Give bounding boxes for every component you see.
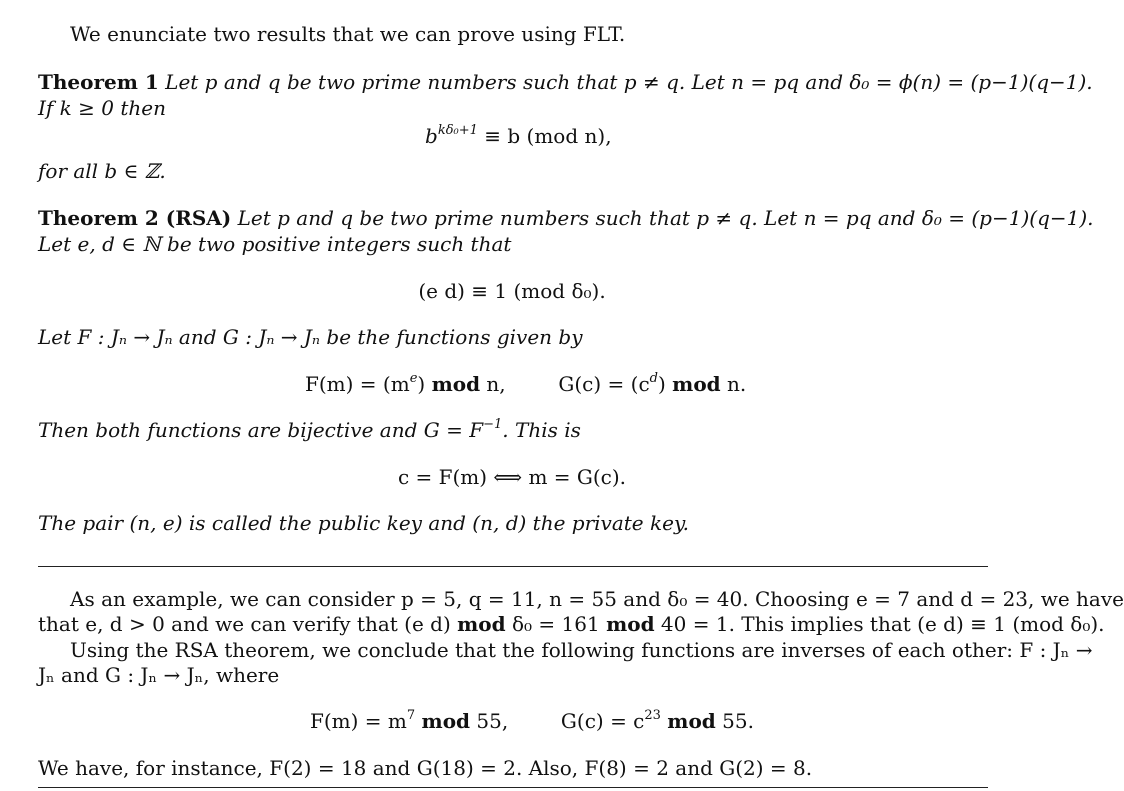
theorem2-line2: Let e, d ∈ ℕ be two positive integers such that (38, 232, 512, 256)
theorem2-functions-intro: Let F : Jₙ → Jₙ and G : Jₙ → Jₙ be the functions given by (38, 325, 583, 349)
intro-sentence: We enunciate two results that we can prove using FLT. (70, 22, 626, 46)
theorem2-equivalence: c = F(m) ⟺ m = G(c). (397, 465, 627, 489)
example-final: We have, for instance, F(2) = 18 and G(18) = 2. Also, F(8) = 2 and G(2) = 8. (38, 756, 813, 780)
theorem1-line1 (38, 69, 1093, 95)
theorem1-statement: Let p and q be two prime numbers such that p ≠ q. Let n = pq and δ₀ = ϕ(n) = (p−1)(q−1). (165, 70, 1093, 94)
example-function-defs: $F(m) = m^7$ mod 55, $G(c) = c^{23}$ mod 55. (310, 708, 754, 733)
divider-bottom (38, 787, 988, 788)
theorem2-label: Theorem 2 (RSA) (38, 206, 232, 230)
theorem1-formula: $b^{k\delta_0+1} \equiv b$ (mod n), (425, 123, 612, 148)
divider-top (38, 566, 988, 567)
theorem2-bijective: Then both functions are bijective and $G = F^{-1}$. This is (38, 417, 581, 442)
example-line2: that e, d > 0 and we can verify that (e d) mod δ₀ = 161 mod 40 = 1. This implies that (e d) ≡ 1 (mod δ₀). (38, 612, 1105, 636)
example-line1: As an example, we can consider p = 5, q = 11, n = 55 and δ₀ = 40. Choosing e = 7 and d = 23, we have (70, 587, 1124, 611)
theorem2-line1 (38, 205, 1094, 231)
theorem2-function-defs: $F(m) = (m^e)$ mod n, $G(c) = (c^d)$ mod n. (305, 371, 747, 396)
theorem1-tail: for all b ∈ ℤ. (38, 159, 166, 183)
theorem2-keys: The pair (n, e) is called the public key and (n, d) the private key. (38, 511, 689, 535)
theorem2-statement: Let p and q be two prime numbers such that p ≠ q. Let n = pq and δ₀ = (p−1)(q−1). (237, 206, 1094, 230)
example-line3: Using the RSA theorem, we conclude that the following functions are inverses of each other: F : Jₙ → (70, 638, 1093, 662)
theorem2-congruence: (e d) ≡ 1 (mod δ₀). (418, 279, 606, 303)
example-line4: Jₙ and G : Jₙ → Jₙ, where (38, 663, 280, 687)
theorem1-line2: If k ≥ 0 then (38, 96, 166, 120)
theorem1-label: Theorem 1 (38, 70, 159, 94)
